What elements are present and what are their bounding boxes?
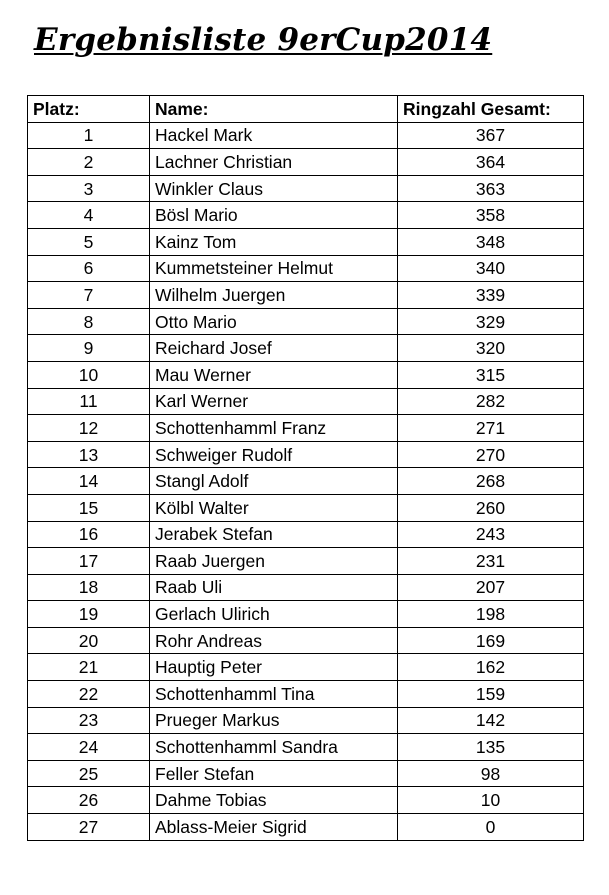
name-cell: Reichard Josef xyxy=(150,335,398,362)
header-ringzahl: Ringzahl Gesamt: xyxy=(398,96,584,123)
platz-cell: 11 xyxy=(28,388,150,415)
platz-cell: 16 xyxy=(28,521,150,548)
platz-cell: 27 xyxy=(28,814,150,841)
table-row xyxy=(28,814,584,841)
name-cell: Winkler Claus xyxy=(150,175,398,202)
table-body xyxy=(28,122,584,840)
table-row xyxy=(28,149,584,176)
table-row xyxy=(28,361,584,388)
name-cell: Raab Uli xyxy=(150,574,398,601)
platz-cell: 2 xyxy=(28,149,150,176)
table-row xyxy=(28,228,584,255)
ringzahl-cell: 271 xyxy=(398,415,584,442)
name-cell: Kummetsteiner Helmut xyxy=(150,255,398,282)
ringzahl-cell: 340 xyxy=(398,255,584,282)
name-cell: Wilhelm Juergen xyxy=(150,282,398,309)
ringzahl-cell: 135 xyxy=(398,734,584,761)
ringzahl-cell: 243 xyxy=(398,521,584,548)
ringzahl-cell: 98 xyxy=(398,760,584,787)
table-row xyxy=(28,122,584,149)
platz-cell: 22 xyxy=(28,681,150,708)
platz-cell: 8 xyxy=(28,308,150,335)
name-cell: Stangl Adolf xyxy=(150,468,398,495)
platz-cell: 17 xyxy=(28,548,150,575)
table-row xyxy=(28,760,584,787)
ringzahl-cell: 159 xyxy=(398,681,584,708)
name-cell: Ablass-Meier Sigrid xyxy=(150,814,398,841)
ringzahl-cell: 363 xyxy=(398,175,584,202)
platz-cell: 13 xyxy=(28,441,150,468)
platz-cell: 25 xyxy=(28,760,150,787)
name-cell: Prueger Markus xyxy=(150,707,398,734)
name-cell: Jerabek Stefan xyxy=(150,521,398,548)
name-cell: Kainz Tom xyxy=(150,228,398,255)
platz-cell: 15 xyxy=(28,494,150,521)
ringzahl-cell: 282 xyxy=(398,388,584,415)
ringzahl-cell: 339 xyxy=(398,282,584,309)
table-row xyxy=(28,601,584,628)
platz-cell: 1 xyxy=(28,122,150,149)
table-row xyxy=(28,175,584,202)
platz-cell: 14 xyxy=(28,468,150,495)
table-row xyxy=(28,255,584,282)
ringzahl-cell: 329 xyxy=(398,308,584,335)
platz-cell: 5 xyxy=(28,228,150,255)
table-row xyxy=(28,627,584,654)
platz-cell: 6 xyxy=(28,255,150,282)
platz-cell: 9 xyxy=(28,335,150,362)
table-row xyxy=(28,707,584,734)
header-row xyxy=(28,96,584,123)
header-name: Name: xyxy=(150,96,398,123)
ringzahl-cell: 320 xyxy=(398,335,584,362)
ringzahl-cell: 367 xyxy=(398,122,584,149)
ringzahl-cell: 364 xyxy=(398,149,584,176)
table-row xyxy=(28,734,584,761)
platz-cell: 21 xyxy=(28,654,150,681)
name-cell: Kölbl Walter xyxy=(150,494,398,521)
platz-cell: 3 xyxy=(28,175,150,202)
name-cell: Dahme Tobias xyxy=(150,787,398,814)
platz-cell: 19 xyxy=(28,601,150,628)
name-cell: Schottenhamml Franz xyxy=(150,415,398,442)
results-table xyxy=(27,95,584,841)
ringzahl-cell: 358 xyxy=(398,202,584,229)
name-cell: Bösl Mario xyxy=(150,202,398,229)
platz-cell: 23 xyxy=(28,707,150,734)
table-row xyxy=(28,282,584,309)
platz-cell: 10 xyxy=(28,361,150,388)
table-row xyxy=(28,681,584,708)
name-cell: Mau Werner xyxy=(150,361,398,388)
platz-cell: 26 xyxy=(28,787,150,814)
platz-cell: 18 xyxy=(28,574,150,601)
table-row xyxy=(28,468,584,495)
table-row xyxy=(28,441,584,468)
ringzahl-cell: 0 xyxy=(398,814,584,841)
name-cell: Hackel Mark xyxy=(150,122,398,149)
name-cell: Hauptig Peter xyxy=(150,654,398,681)
name-cell: Gerlach Ulirich xyxy=(150,601,398,628)
platz-cell: 20 xyxy=(28,627,150,654)
ringzahl-cell: 315 xyxy=(398,361,584,388)
table-row xyxy=(28,388,584,415)
name-cell: Rohr Andreas xyxy=(150,627,398,654)
ringzahl-cell: 270 xyxy=(398,441,584,468)
name-cell: Schottenhamml Tina xyxy=(150,681,398,708)
table-row xyxy=(28,654,584,681)
ringzahl-cell: 231 xyxy=(398,548,584,575)
ringzahl-cell: 348 xyxy=(398,228,584,255)
header-platz: Platz: xyxy=(28,96,150,123)
platz-cell: 7 xyxy=(28,282,150,309)
page-title: Ergebnisliste 9erCup2014 xyxy=(34,22,493,58)
ringzahl-cell: 207 xyxy=(398,574,584,601)
table-header xyxy=(28,96,584,123)
ringzahl-cell: 260 xyxy=(398,494,584,521)
ringzahl-cell: 268 xyxy=(398,468,584,495)
ringzahl-cell: 198 xyxy=(398,601,584,628)
table-row xyxy=(28,574,584,601)
ringzahl-cell: 162 xyxy=(398,654,584,681)
platz-cell: 12 xyxy=(28,415,150,442)
platz-cell: 4 xyxy=(28,202,150,229)
table-row xyxy=(28,415,584,442)
table-row xyxy=(28,335,584,362)
name-cell: Schweiger Rudolf xyxy=(150,441,398,468)
platz-cell: 24 xyxy=(28,734,150,761)
name-cell: Karl Werner xyxy=(150,388,398,415)
table-row xyxy=(28,494,584,521)
name-cell: Otto Mario xyxy=(150,308,398,335)
table-row xyxy=(28,521,584,548)
ringzahl-cell: 142 xyxy=(398,707,584,734)
table-row xyxy=(28,787,584,814)
name-cell: Raab Juergen xyxy=(150,548,398,575)
name-cell: Schottenhamml Sandra xyxy=(150,734,398,761)
table-row xyxy=(28,202,584,229)
name-cell: Feller Stefan xyxy=(150,760,398,787)
ringzahl-cell: 10 xyxy=(398,787,584,814)
table-row xyxy=(28,308,584,335)
table-row xyxy=(28,548,584,575)
name-cell: Lachner Christian xyxy=(150,149,398,176)
ringzahl-cell: 169 xyxy=(398,627,584,654)
